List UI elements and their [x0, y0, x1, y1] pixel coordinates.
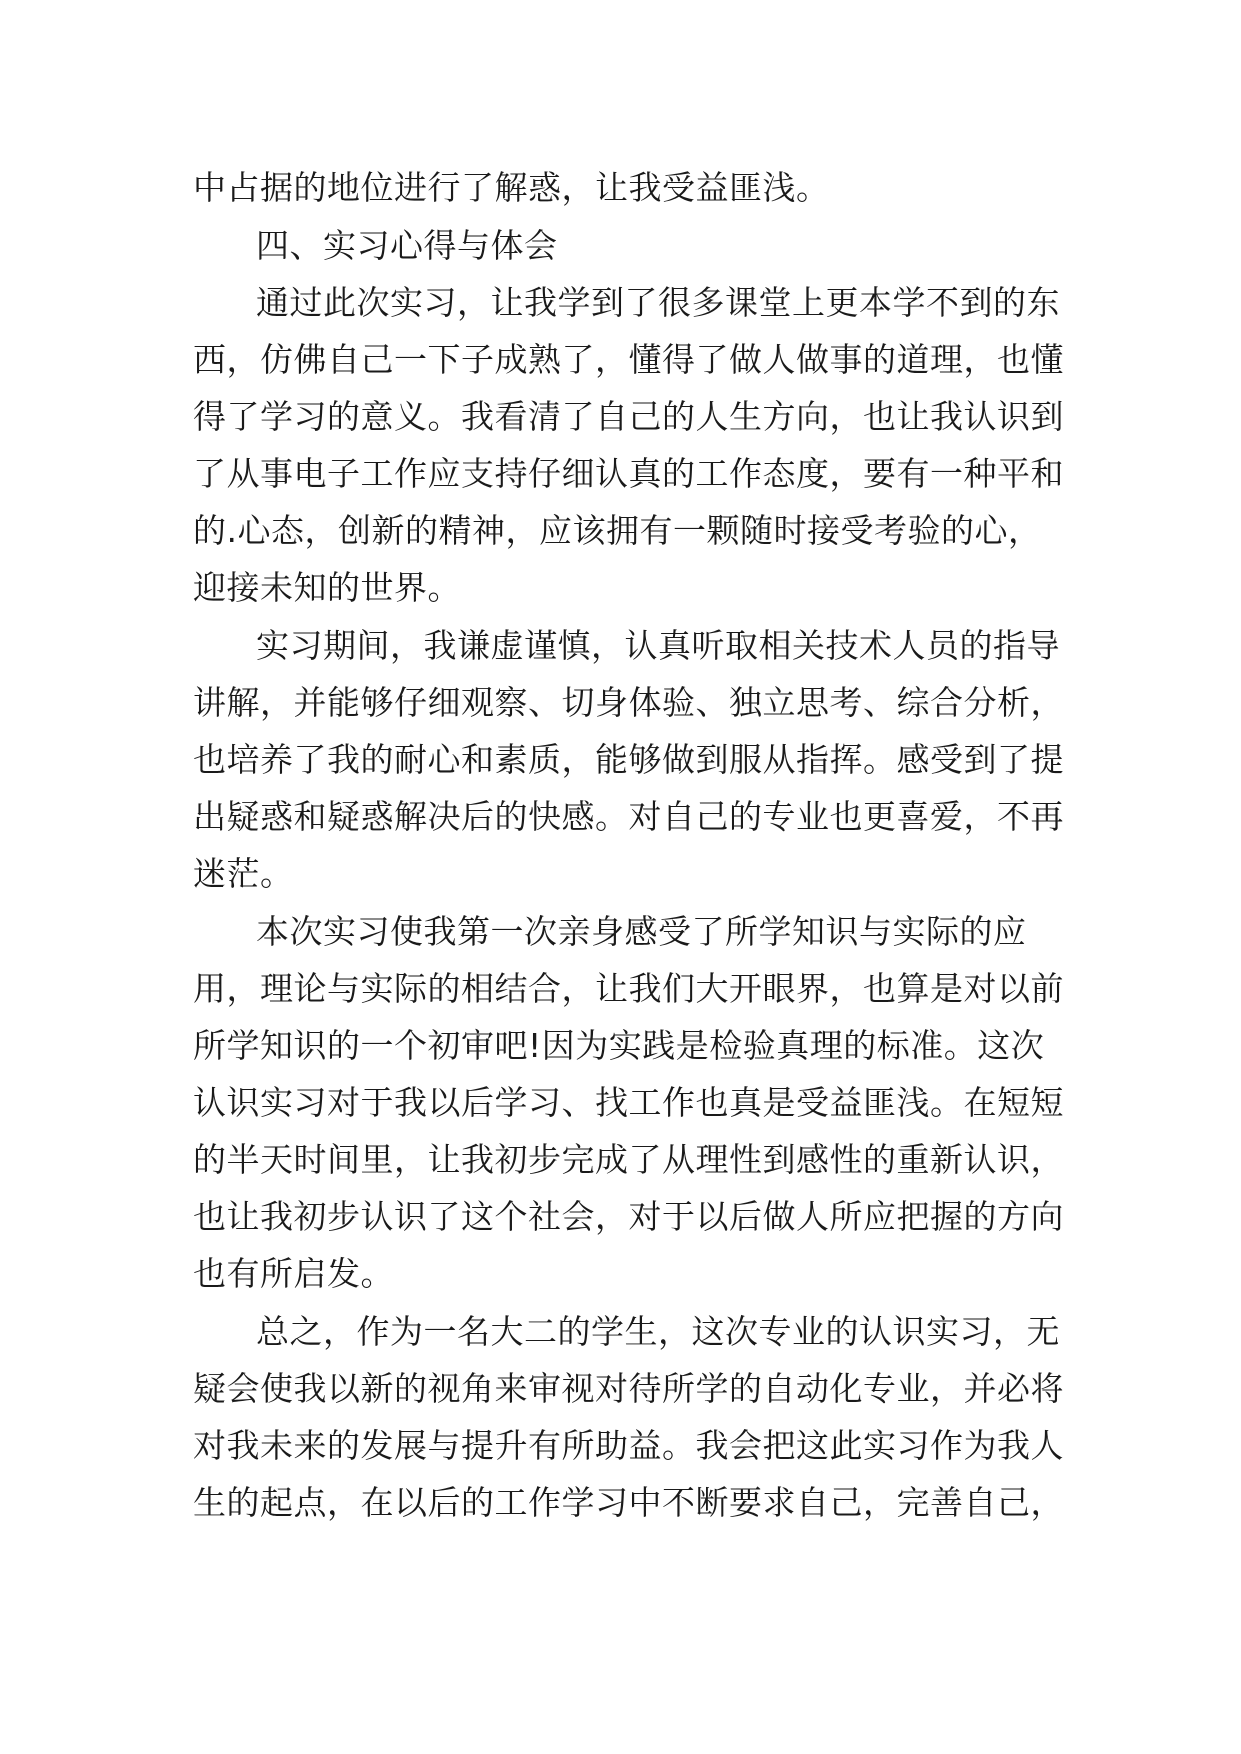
text-line: 的.心态，创新的精神，应该拥有一颗随时接受考验的心， — [193, 511, 1042, 550]
text-line: 的半天时间里，让我初步完成了从理性到感性的重新认识， — [193, 1140, 1064, 1179]
text-line: 所学知识的一个初审吧!因为实践是检验真理的标准。这次 — [193, 1026, 1045, 1065]
text-line: 中占据的地位进行了解惑，让我受益匪浅。 — [193, 168, 830, 207]
text-line: 西，仿佛自己一下子成熟了，懂得了做人做事的道理，也懂 — [193, 340, 1064, 379]
text-line: 也培养了我的耐心和素质，能够做到服从指挥。感受到了提 — [193, 740, 1064, 779]
text-line: 疑会使我以新的视角来审视对待所学的自动化专业，并必将 — [193, 1369, 1064, 1408]
text-line: 用，理论与实际的相结合，让我们大开眼界，也算是对以前 — [193, 969, 1064, 1008]
text-line: 也让我初步认识了这个社会，对于以后做人所应把握的方向 — [193, 1197, 1064, 1236]
section-heading: 四、实习心得与体会 — [256, 226, 558, 265]
text-line: 对我未来的发展与提升有所助益。我会把这此实习作为我人 — [193, 1426, 1064, 1465]
text-line: 讲解，并能够仔细观察、切身体验、独立思考、综合分析， — [193, 683, 1064, 722]
text-line: 得了学习的意义。我看清了自己的人生方向，也让我认识到 — [193, 397, 1064, 436]
text-line: 生的起点，在以后的工作学习中不断要求自己，完善自己， — [193, 1483, 1064, 1522]
text-line: 迎接未知的世界。 — [193, 568, 461, 607]
text-line: 出疑惑和疑惑解决后的快感。对自己的专业也更喜爱，不再 — [193, 797, 1064, 836]
text-line: 通过此次实习，让我学到了很多课堂上更本学不到的东 — [256, 283, 1060, 322]
text-line: 了从事电子工作应支持仔细认真的工作态度，要有一种平和 — [193, 454, 1064, 493]
text-line: 也有所启发。 — [193, 1254, 394, 1293]
text-line: 迷茫。 — [193, 854, 294, 893]
text-line: 认识实习对于我以后学习、找工作也真是受益匪浅。在短短 — [193, 1083, 1064, 1122]
text-line: 本次实习使我第一次亲身感受了所学知识与实际的应 — [256, 912, 1027, 951]
text-line: 总之，作为一名大二的学生，这次专业的认识实习，无 — [256, 1312, 1060, 1351]
text-line: 实习期间，我谦虚谨慎，认真听取相关技术人员的指导 — [256, 626, 1060, 665]
